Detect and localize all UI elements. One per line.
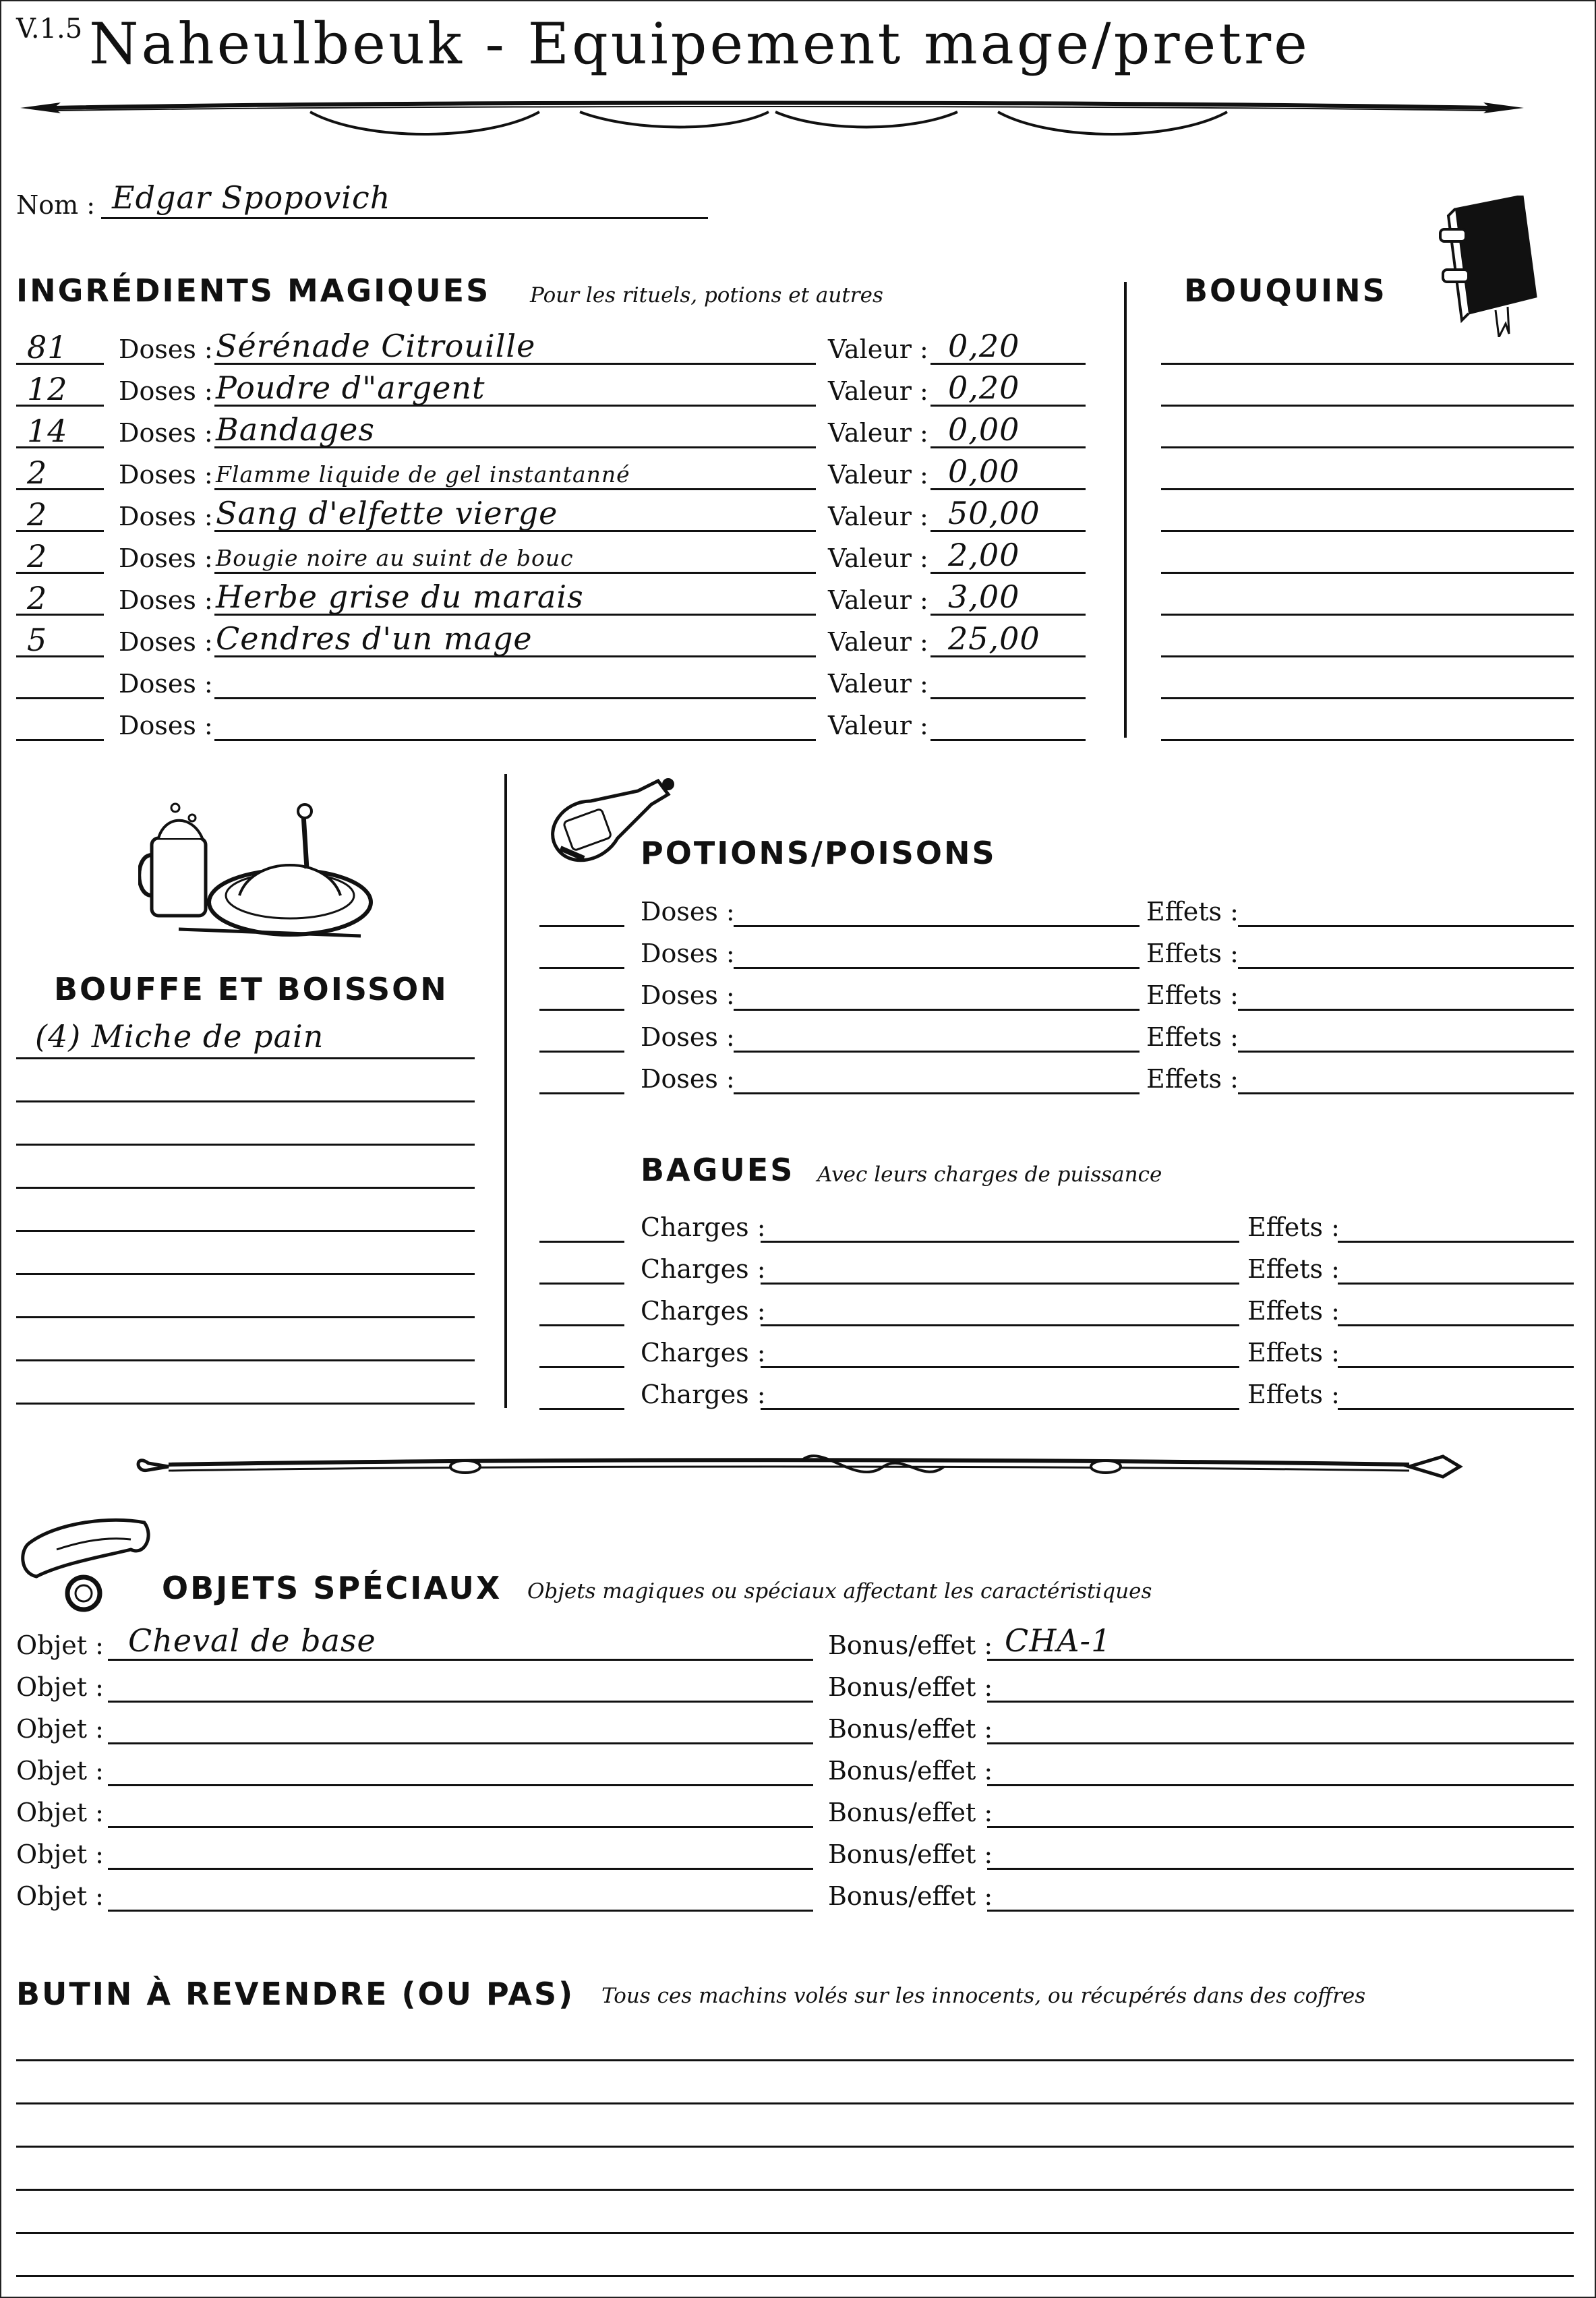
ingredient-value[interactable]: 0,00 <box>948 411 1020 448</box>
ingredient-doses-label: Doses : <box>119 585 213 615</box>
ring-charges-label: Charges : <box>641 1254 766 1284</box>
ingredient-value-label: Valeur : <box>828 376 928 406</box>
ring-effects-line[interactable] <box>1338 1366 1574 1368</box>
ingredient-name[interactable]: Sérénade Citrouille <box>216 328 536 364</box>
potion-doses-label: Doses : <box>641 897 735 926</box>
food-line[interactable] <box>16 1187 475 1189</box>
ring-qty-line[interactable] <box>539 1366 624 1368</box>
bonus-label: Bonus/effet : <box>828 1839 993 1869</box>
potion-qty-line[interactable] <box>539 925 624 927</box>
object-label: Objet : <box>16 1881 104 1911</box>
ring-effects-line[interactable] <box>1338 1283 1574 1285</box>
food-divider <box>504 774 507 1408</box>
ingredient-doses-label: Doses : <box>119 502 213 531</box>
character-name[interactable]: Edgar Spopovich <box>112 179 391 216</box>
bonus-label: Bonus/effet : <box>828 1672 993 1702</box>
potion-effects-line[interactable] <box>1238 1051 1574 1053</box>
ring-charges-line[interactable] <box>761 1283 1239 1285</box>
ingredient-value-label: Valeur : <box>828 585 928 615</box>
object-line[interactable] <box>108 1826 813 1828</box>
potion-qty-line[interactable] <box>539 1092 624 1094</box>
ingredient-value[interactable]: 0,00 <box>948 453 1020 490</box>
object-label: Objet : <box>16 1714 104 1744</box>
ingredient-name-line <box>214 572 816 574</box>
object-line[interactable] <box>108 1742 813 1744</box>
ingredient-name-line <box>214 697 816 699</box>
ring-effects-label: Effets : <box>1247 1254 1340 1284</box>
potion-doses-label: Doses : <box>641 980 735 1010</box>
staff-divider <box>128 1446 1463 1494</box>
book-line[interactable] <box>1161 488 1574 490</box>
ring-effects-label: Effets : <box>1247 1296 1340 1326</box>
ingredient-name[interactable]: Poudre d"argent <box>216 370 485 406</box>
ingredient-name[interactable]: Herbe grise du marais <box>216 579 584 615</box>
ring-charges-line[interactable] <box>761 1408 1239 1410</box>
ingredient-value[interactable]: 2,00 <box>948 537 1020 573</box>
book-line[interactable] <box>1161 739 1574 741</box>
ingredient-doses-label: Doses : <box>119 627 213 657</box>
ingredient-value-label: Valeur : <box>828 543 928 573</box>
ingredient-value-label: Valeur : <box>828 627 928 657</box>
bonus-label: Bonus/effet : <box>828 1630 993 1660</box>
object-label: Objet : <box>16 1630 104 1660</box>
ingredient-value[interactable]: 0,20 <box>948 328 1020 364</box>
ingredient-doses-label: Doses : <box>119 460 213 490</box>
potions-title: POTIONS/POISONS <box>641 835 997 871</box>
food-line[interactable] <box>16 1316 475 1318</box>
ingredient-doses-label: Doses : <box>119 418 213 448</box>
ingredient-value[interactable]: 25,00 <box>948 620 1040 657</box>
book-icon <box>1435 196 1543 337</box>
object-line[interactable] <box>108 1868 813 1870</box>
potion-effects-label: Effets : <box>1146 897 1239 926</box>
bonus-line[interactable] <box>987 1742 1574 1744</box>
ring-charges-label: Charges : <box>641 1380 766 1409</box>
potion-doses-label: Doses : <box>641 939 735 968</box>
bonus-line[interactable] <box>987 1659 1574 1661</box>
special-subtitle: Objets magiques ou spéciaux affectant les caractéristiques <box>527 1579 1152 1603</box>
page-title: Naheulbeuk - Equipement mage/pretre <box>89 11 1310 77</box>
ingredient-qty-line <box>16 697 104 699</box>
potion-doses-line[interactable] <box>734 1051 1140 1053</box>
ingredient-name[interactable]: Sang d'elfette vierge <box>216 495 558 531</box>
ingredients-subtitle: Pour les rituels, potions et autres <box>530 283 883 307</box>
food-line[interactable] <box>16 1230 475 1232</box>
ring-qty-line[interactable] <box>539 1241 624 1243</box>
ingredient-name[interactable]: Cendres d'un mage <box>216 620 533 657</box>
ingredient-value-line <box>930 697 1086 699</box>
ring-charges-line[interactable] <box>761 1366 1239 1368</box>
ring-effects-line[interactable] <box>1338 1324 1574 1326</box>
ingredient-name[interactable]: Flamme liquide de gel instantanné <box>216 461 630 488</box>
bonus-line[interactable] <box>987 1701 1574 1703</box>
potion-effects-label: Effets : <box>1146 980 1239 1010</box>
ring-effects-label: Effets : <box>1247 1212 1340 1242</box>
potion-effects-label: Effets : <box>1146 939 1239 968</box>
name-line <box>101 217 708 219</box>
ingredient-value-label: Valeur : <box>828 460 928 490</box>
food-line[interactable] <box>16 1100 475 1102</box>
books-title: BOUQUINS <box>1184 272 1387 309</box>
ingredient-value-label: Valeur : <box>828 502 928 531</box>
food-illustration-icon <box>138 801 374 943</box>
loot-line[interactable] <box>16 2189 1574 2191</box>
rings-title: BAGUES <box>641 1152 795 1188</box>
book-line[interactable] <box>1161 572 1574 574</box>
ring-effects-label: Effets : <box>1247 1338 1340 1367</box>
potion-effects-line[interactable] <box>1238 1009 1574 1011</box>
ingredient-doses-label: Doses : <box>119 543 213 573</box>
bonus-line[interactable] <box>987 1784 1574 1786</box>
ingredient-qty[interactable]: 12 <box>27 371 68 407</box>
loot-line[interactable] <box>16 2275 1574 2277</box>
book-line[interactable] <box>1161 530 1574 532</box>
book-line[interactable] <box>1161 363 1574 365</box>
loot-subtitle: Tous ces machins volés sur les innocents, ou récupérés dans des coffres <box>601 1984 1366 2008</box>
ingredient-qty[interactable]: 2 <box>27 496 48 533</box>
food-entry-1[interactable]: (4) Miche de pain <box>35 1018 324 1055</box>
book-line[interactable] <box>1161 697 1574 699</box>
ingredient-name[interactable]: Bougie noire au suint de bouc <box>216 545 574 571</box>
object-line[interactable] <box>108 1701 813 1703</box>
ingredient-name-line <box>214 739 816 741</box>
ingredient-value[interactable]: 0,20 <box>948 370 1020 406</box>
spear-divider <box>13 88 1531 142</box>
food-line[interactable] <box>16 1057 475 1059</box>
ring-charges-label: Charges : <box>641 1212 766 1242</box>
bonus-line[interactable] <box>987 1826 1574 1828</box>
bonus-line[interactable] <box>987 1868 1574 1870</box>
ingredient-value-label: Valeur : <box>828 669 928 699</box>
potion-effects-label: Effets : <box>1146 1022 1239 1052</box>
scroll-ring-icon <box>16 1509 158 1617</box>
potion-qty-line[interactable] <box>539 1051 624 1053</box>
ingredient-qty[interactable]: 81 <box>27 329 68 365</box>
ingredient-name-line <box>214 488 816 490</box>
potion-effects-line[interactable] <box>1238 925 1574 927</box>
ingredients-title: INGRÉDIENTS MAGIQUES <box>16 272 491 309</box>
potion-doses-line[interactable] <box>734 1092 1140 1094</box>
food-line[interactable] <box>16 1359 475 1361</box>
object-label: Objet : <box>16 1839 104 1869</box>
book-line[interactable] <box>1161 614 1574 616</box>
ring-qty-line[interactable] <box>539 1324 624 1326</box>
potion-doses-line[interactable] <box>734 1009 1140 1011</box>
potion-doses-line[interactable] <box>734 967 1140 969</box>
object-line[interactable] <box>108 1659 813 1661</box>
object-value[interactable]: Cheval de base <box>128 1622 376 1659</box>
name-label: Nom : <box>16 190 96 220</box>
ingredient-doses-label: Doses : <box>119 711 213 740</box>
loot-line[interactable] <box>16 2232 1574 2234</box>
ring-charges-line[interactable] <box>761 1241 1239 1243</box>
version-label: V.1.5 <box>16 13 83 45</box>
object-line[interactable] <box>108 1784 813 1786</box>
potion-doses-label: Doses : <box>641 1022 735 1052</box>
bonus-label: Bonus/effet : <box>828 1881 993 1911</box>
ingredient-qty-line <box>16 739 104 741</box>
book-line[interactable] <box>1161 446 1574 448</box>
ring-effects-line[interactable] <box>1338 1241 1574 1243</box>
ingredient-qty[interactable]: 2 <box>27 538 48 574</box>
ring-qty-line[interactable] <box>539 1408 624 1410</box>
ring-charges-line[interactable] <box>761 1324 1239 1326</box>
book-line[interactable] <box>1161 405 1574 407</box>
potion-effects-label: Effets : <box>1146 1064 1239 1094</box>
ring-charges-label: Charges : <box>641 1296 766 1326</box>
ingredient-value-label: Valeur : <box>828 334 928 364</box>
ingredient-value-label: Valeur : <box>828 418 928 448</box>
potion-qty-line[interactable] <box>539 967 624 969</box>
ingredient-value-label: Valeur : <box>828 711 928 740</box>
object-label: Objet : <box>16 1756 104 1786</box>
object-label: Objet : <box>16 1672 104 1702</box>
ingredient-doses-label: Doses : <box>119 334 213 364</box>
potion-effects-line[interactable] <box>1238 1092 1574 1094</box>
potion-doses-label: Doses : <box>641 1064 735 1094</box>
object-line[interactable] <box>108 1910 813 1912</box>
loot-line[interactable] <box>16 2102 1574 2104</box>
ingredient-doses-label: Doses : <box>119 669 213 699</box>
food-line[interactable] <box>16 1144 475 1146</box>
bonus-value[interactable]: CHA-1 <box>1005 1622 1112 1659</box>
object-label: Objet : <box>16 1798 104 1827</box>
ingredient-name[interactable]: Bandages <box>216 411 376 448</box>
ingredient-value[interactable]: 50,00 <box>948 495 1040 531</box>
loot-line[interactable] <box>16 2146 1574 2148</box>
ring-qty-line[interactable] <box>539 1283 624 1285</box>
bonus-label: Bonus/effet : <box>828 1756 993 1786</box>
ring-effects-line[interactable] <box>1338 1408 1574 1410</box>
ingredient-qty[interactable]: 2 <box>27 454 48 491</box>
ingredient-doses-label: Doses : <box>119 376 213 406</box>
bonus-label: Bonus/effet : <box>828 1798 993 1827</box>
food-line[interactable] <box>16 1403 475 1405</box>
loot-title: BUTIN À REVENDRE (OU PAS) <box>16 1976 575 2012</box>
potion-qty-line[interactable] <box>539 1009 624 1011</box>
potion-effects-line[interactable] <box>1238 967 1574 969</box>
loot-line[interactable] <box>16 2059 1574 2061</box>
food-title: BOUFFE ET BOISSON <box>54 971 448 1007</box>
ingredient-value[interactable]: 3,00 <box>948 579 1020 615</box>
ingredient-qty[interactable]: 5 <box>27 622 48 658</box>
ring-effects-label: Effets : <box>1247 1380 1340 1409</box>
ring-charges-label: Charges : <box>641 1338 766 1367</box>
food-line[interactable] <box>16 1273 475 1275</box>
potion-doses-line[interactable] <box>734 925 1140 927</box>
special-title: OBJETS SPÉCIAUX <box>162 1570 502 1606</box>
rings-subtitle: Avec leurs charges de puissance <box>817 1162 1162 1187</box>
books-divider <box>1124 282 1127 738</box>
bonus-line[interactable] <box>987 1910 1574 1912</box>
ingredient-qty[interactable]: 14 <box>27 413 68 449</box>
book-line[interactable] <box>1161 655 1574 657</box>
ingredient-value-line <box>930 739 1086 741</box>
ingredient-qty[interactable]: 2 <box>27 580 48 616</box>
bonus-label: Bonus/effet : <box>828 1714 993 1744</box>
